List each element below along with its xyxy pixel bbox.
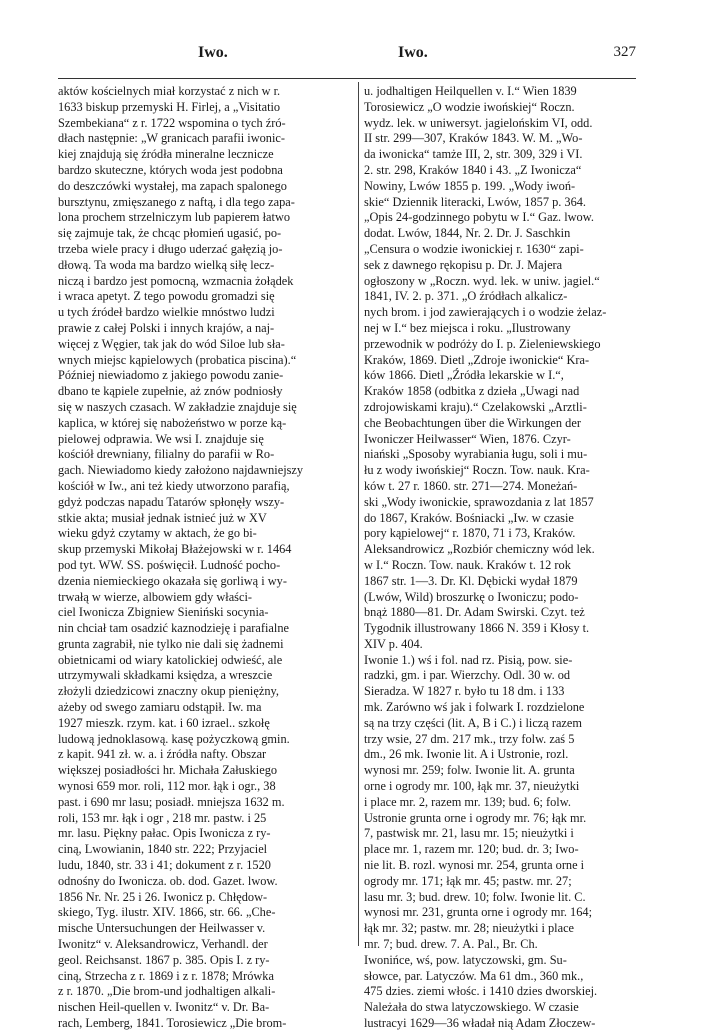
- text-line: ków t. 27 r. 1860. str. 271—274. Moneżań-: [364, 478, 578, 493]
- text-line: Kraków, 1869. Dietl „Zdroje iwonickie“ Kra-: [364, 352, 590, 367]
- text-line: ażeby od swego zamiaru odstąpił. Iw. ma: [58, 700, 262, 715]
- text-line: złożyli dziedzicowi znaczny okup pieniężny,: [58, 684, 279, 699]
- text-line: u tych źródeł bardzo wielkie mnóstwo ludzi: [58, 305, 275, 320]
- text-line: wieku gdyż czytamy w aktach, że go bi-: [58, 526, 257, 541]
- text-line: mische Untersuchungen der Heilwasser v.: [58, 921, 266, 936]
- text-line: kościół w Iw., ani też kiedy utworzono parafią,: [58, 478, 290, 493]
- text-line: gach. Niewiadomo kiedy założono najdawniejszy: [58, 463, 304, 478]
- running-head-center: Iwo.: [398, 44, 428, 61]
- text-line: łąk mr. 32; pastw. mr. 28; nieużytki i place: [364, 921, 575, 936]
- column-divider: [358, 82, 359, 946]
- page-number: 327: [613, 44, 636, 60]
- text-line: bursztynu, zmięszanego z naftą, i dla tego zapa-: [58, 194, 295, 209]
- text-line: i place mr. 2, razem mr. 139; bud. 6; folw.: [364, 794, 571, 809]
- text-line: odnośny do Iwonicza. ob. dod. Gazet. lwow.: [58, 873, 278, 888]
- text-line: XIV p. 404.: [364, 636, 423, 651]
- text-line: pory kąpielowej“ r. 1870, 71 i 73, Kraków.: [364, 526, 576, 541]
- text-line: 1856 Nr. Nr. 25 i 26. Iwonicz p. Chłędow-: [58, 889, 268, 904]
- text-line: nie lit. B. rozl. wynosi mr. 254, grunta orne i: [364, 858, 585, 873]
- text-line: dłach następnie: „W granicach parafii iwonic-: [58, 131, 285, 146]
- text-line: Iwonitz“ v. Aleksandrowicz, Verhandl. der: [58, 937, 268, 952]
- text-line: się zajmuje tak, że chcąc płomień ugasić, po-: [58, 226, 282, 241]
- text-line: Później niewiadomo z jakiego powodu zanie-: [58, 368, 284, 383]
- text-line: nych brom. i jod zawierających i o wodzie żelaz-: [364, 305, 607, 320]
- text-line: Torosiewicz „O wodzie iwońskiej“ Roczn.: [364, 99, 575, 114]
- text-line: w I.“ Roczn. Tow. nauk. Kraków t. 12 rok: [364, 557, 571, 572]
- text-line: ogrody mr. 171; łąk mr. 45; pastw. mr. 27;: [364, 873, 572, 888]
- text-line: mr. lasu. Piękny pałac. Opis Iwonicza z ry-: [58, 826, 271, 841]
- text-line: ciną, Lwowianin, 1840 str. 222; Przyjaciel: [58, 842, 268, 857]
- text-line: trzeba wiele pracy i długo uderzać gałęzią jo-: [58, 241, 283, 256]
- text-line: skiego, Tyg. ilustr. XIV. 1866, str. 66. „Che-: [58, 905, 276, 920]
- text-line: się w naszych czasach. W zakładzie znajduje się: [58, 399, 297, 414]
- text-line: wynosi mr. 231, grunta orne i ogrody mr. 164;: [364, 905, 592, 920]
- right-column-text: [364, 84, 636, 1032]
- text-line: kościół drewniany, filialny do parafii w Ro-: [58, 447, 275, 462]
- text-line: Sieradza. W 1827 r. było tu 18 dm. i 133: [364, 684, 565, 699]
- text-line: przewodnik w podróży do I. p. Zieleniewskiego: [364, 336, 601, 351]
- text-line: z r. 1870. „Die brom-und jodhaltigen alkali-: [58, 984, 276, 999]
- text-line: 1927 mieszk. rzym. kat. i 60 izrael.. szkołę: [58, 715, 270, 730]
- text-line: lona prochem strzelniczym lub papierem łatwo: [58, 210, 291, 225]
- text-line: Aleksandrowicz „Rozbiór chemiczny wód lek.: [364, 542, 595, 557]
- running-head-left: Iwo.: [198, 44, 228, 61]
- text-line: niański „Sposoby wyrabiania ługu, soli i mu-: [364, 447, 588, 462]
- text-line: ciną, Strzecha z r. 1869 i z r. 1878; Mrówka: [58, 968, 274, 983]
- text-line: past. i 690 mr lasu; posiadł. mniejsza 1632 m.: [58, 794, 285, 809]
- text-line: u. jodhaltigen Heilquellen v. I.“ Wien 1839: [364, 84, 577, 98]
- text-line: (Lwów, Wild) broszurkę o Iwoniczu; podo-: [364, 589, 579, 604]
- text-line: 7, pastwisk mr. 21, lasu mr. 15; nieużytki i: [364, 826, 574, 841]
- text-line: wydz. lek. w uniwersyt. jagielońskim VI, odd.: [364, 115, 593, 130]
- text-line: Kraków 1858 (odbitka z dzieła „Uwagi nad: [364, 384, 580, 399]
- text-line: pielowej odprawia. We wsi I. znajduje się: [58, 431, 264, 446]
- text-line: wynosi 659 mor. roli, 112 mor. łąk i ogr., 38: [58, 779, 276, 794]
- text-line: dłową. Ta woda ma bardzo wielką siłę lecz-: [58, 257, 275, 272]
- text-line: 1867 str. 1—3. Dr. Kl. Dębicki wydał 1879: [364, 573, 578, 588]
- text-line: place mr. 1, razem mr. 120; bud. dr. 3; Iwo-: [364, 842, 579, 857]
- text-line: „Censura o wodzie iwonickiej r. 1630“ zapi-: [364, 241, 584, 256]
- text-line: gdyż podczas napadu Tatarów spłonęły wszy-: [58, 494, 285, 509]
- text-line: ków 1866. Dietl „Źródła lekarskie w I.“,: [364, 368, 564, 383]
- text-line: 1633 biskup przemyski H. Firlej, a „Visitatio: [58, 99, 281, 114]
- text-line: Należała do stwa latyczowskiego. W czasie: [364, 1000, 579, 1015]
- text-line: Iwonińce, wś, pow. latyczowski, gm. Su-: [364, 952, 567, 967]
- text-line: do 1867, Kraków. Bośniacki „Iw. w czasie: [364, 510, 574, 525]
- text-line: mk. Zarówno wś jak i folwark I. rozdzielone: [364, 700, 585, 715]
- text-line: nischen Heil-quellen v. Iwonitz“ v. Dr. Ba-: [58, 1000, 270, 1015]
- text-line: lasu mr. 3; bud. drew. 10; folw. Iwonie lit. C.: [364, 889, 586, 904]
- text-line: roli, 153 mr. łąk i ogr , 218 mr. pastw. i 25: [58, 810, 267, 825]
- text-line: 475 dzies. ziemi włośc. i 1410 dzies dworskiej.: [364, 984, 598, 999]
- text-line: z kapit. 941 zł. w. a. i źródła nafty. Obszar: [58, 747, 267, 762]
- text-line: utrzymywali składkami księdza, a wreszcie: [58, 668, 273, 683]
- text-line: rach, Lemberg, 1841. Torosiewicz „Die brom-: [58, 1016, 287, 1031]
- text-line: zdrojowiskami kraju).“ Czelakowski „Arztli-: [364, 399, 587, 414]
- text-line: trwałą w wierze, albowiem gdy właści-: [58, 589, 252, 604]
- text-line: „Opis 24-godzinnego pobytu w I.“ Gaz. lwow.: [364, 210, 594, 225]
- text-line: dm., 26 mk. Iwonie lit. A i Ustronie, rozl.: [364, 747, 569, 762]
- text-line: i wraca apetyt. Z tego powodu gromadzi się: [58, 289, 275, 304]
- text-line: są na trzy części (lit. A, B i C.) i liczą razem: [364, 715, 582, 730]
- text-line: dbano te kąpiele zupełnie, aż znów podniosły: [58, 384, 283, 399]
- left-column-text: [58, 84, 354, 1032]
- text-line: niczą i bardzo jest pomocną, wzmacnia żołądek: [58, 273, 294, 288]
- text-line: skup przemyski Mikołaj Błażejowski w r. 1464: [58, 542, 292, 557]
- text-line: skie“ Dziennik literacki, Lwów, 1857 p. 364.: [364, 194, 587, 209]
- text-line: sek z dawnego rękopisu p. Dr. J. Majera: [364, 257, 563, 272]
- text-line: do deszczówki wystałej, ma zapach spalonego: [58, 178, 287, 193]
- text-line: Iwonie 1.) wś i fol. nad rz. Pisią, pow. sie-: [364, 652, 573, 667]
- text-line: nin chciał tam osadzić kaznodzieję i parafialne: [58, 621, 289, 636]
- text-line: aktów kościelnych miał korzystać z nich w r.: [58, 84, 281, 98]
- text-line: pod tyt. WW. SS. poświęcił. Ludność pocho-: [58, 557, 281, 572]
- text-line: Szembekiana“ z r. 1722 wspomina o tych źró-: [58, 115, 286, 130]
- text-line: ski „Wody iwonickie, sprawozdania z lat 1857: [364, 494, 594, 509]
- text-line: lustracyi 1629—36 władał nią Adam Złoczew-: [364, 1016, 596, 1031]
- text-line: bardzo skuteczne, których woda jest podobna: [58, 162, 283, 177]
- text-line: dodat. Lwów, 1844, Nr. 2. Dr. J. Saschkin: [364, 226, 571, 241]
- text-line: Iwoniczer Heilwasser“ Wien, 1876. Czyr-: [364, 431, 571, 446]
- text-line: bnąż 1880—81. Dr. Adam Swirski. Czyt. też: [364, 605, 585, 620]
- text-line: wynosi mr. 259; folw. Iwonie lit. A. grunta: [364, 763, 575, 778]
- text-line: grunta zagrabił, nie tylko nie dali się żadnemi: [58, 636, 284, 651]
- header-rule: [58, 78, 636, 79]
- text-line: obietnicami od wiary katolickiej odwieść, ale: [58, 652, 283, 667]
- text-line: Tygodnik illustrowany 1866 N. 359 i Kłosy t.: [364, 621, 590, 636]
- text-line: więcej z Węgier, tak jak do wód Siloe lub sła-: [58, 336, 285, 351]
- text-line: II str. 299—307, Kraków 1843. W. M. „Wo-: [364, 131, 583, 146]
- text-line: 1841, IV. 2. p. 371. „O źródłach alkalicz-: [364, 289, 568, 304]
- text-line: słowce, par. Latyczów. Ma 61 dm., 360 mk.,: [364, 968, 584, 983]
- text-line: trzy wsie, 27 dm. 217 mk., trzy folw. zaś 5: [364, 731, 575, 746]
- text-line: da iwonicka“ tamże III, 2, str. 309, 329 i VI.: [364, 147, 583, 162]
- text-line: łu z wody iwońskiej“ Roczn. Tow. nauk. Kra-: [364, 463, 590, 478]
- text-line: mr. 7; bud. drew. 7. A. Pal., Br. Ch.: [364, 937, 538, 952]
- text-line: wnych miejsc kąpielowych (probatica piscina).“: [58, 352, 297, 367]
- text-line: kiej znajdują się źródła mineralne lecznicze: [58, 147, 274, 162]
- text-line: ciel Iwonicza Zbigniew Sieniński socynia-: [58, 605, 269, 620]
- text-line: Ustronie grunta orne i ogrody mr. 76; łąk mr.: [364, 810, 587, 825]
- text-line: ludu, 1840, str. 33 i 41; dokument z r. 1520: [58, 858, 271, 873]
- text-line: prawie z całej Polski i innych krajów, a naj-: [58, 320, 275, 335]
- text-line: radzki, gm. i par. Wierzchy. Odl. 30 w. od: [364, 668, 571, 683]
- text-line: 2. str. 298, Kraków 1840 i 43. „Z Iwonicza“: [364, 162, 582, 177]
- text-line: orne i ogrody mr. 100, łąk mr. 37, nieużytki: [364, 779, 580, 794]
- text-line: ludową jednoklasową. kasę pożyczkową gmin.: [58, 731, 290, 746]
- text-line: większej posiadłości hr. Michała Załuskiego: [58, 763, 278, 778]
- text-line: geol. Reichsanst. 1867 p. 385. Opis I. z ry-: [58, 952, 270, 967]
- text-line: nej w I.“ bez miejsca i roku. „Ilustrowany: [364, 320, 571, 335]
- text-line: Nowiny, Lwów 1855 p. 199. „Wody iwoń-: [364, 178, 576, 193]
- text-line: ogłoszony w „Roczn. wyd. lek. w uniw. jagiel.“: [364, 273, 600, 288]
- text-line: dzenia niemieckiego okazała się gorliwą i wy-: [58, 573, 287, 588]
- text-line: kaplica, w której się nabożeństwo w porze ką-: [58, 415, 287, 430]
- text-line: che Beobachtungen über die Wirkungen der: [364, 415, 581, 430]
- text-line: stkie akta; musiał jednak istnieć już w XV: [58, 510, 267, 525]
